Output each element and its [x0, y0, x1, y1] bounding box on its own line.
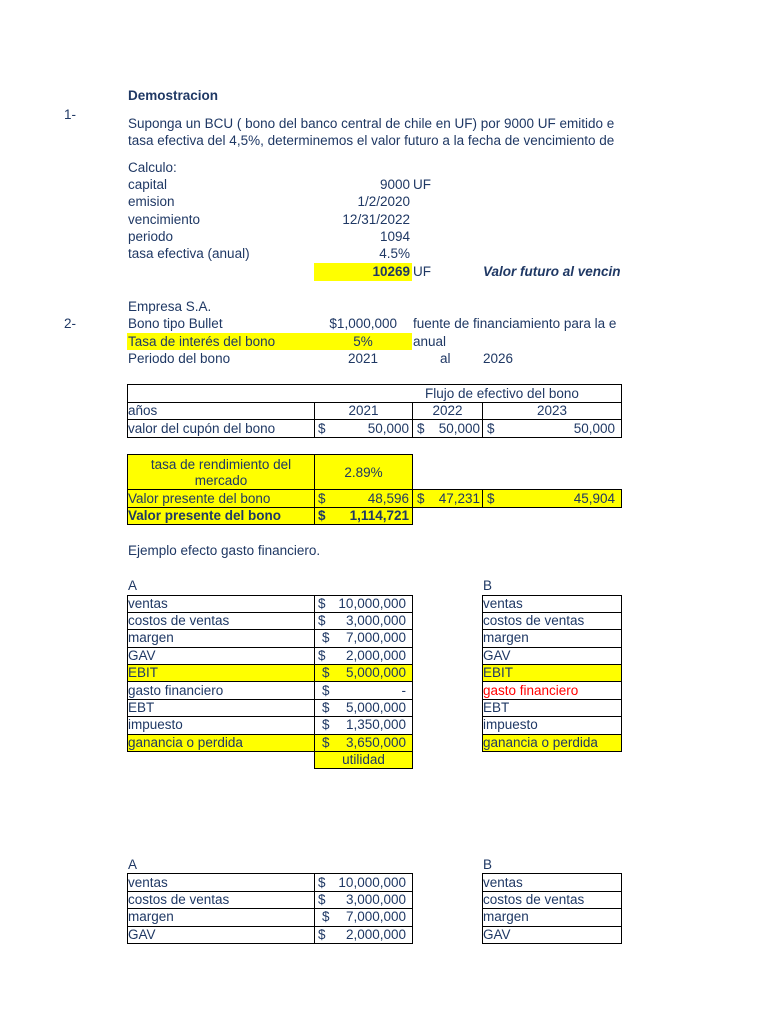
a-row-label: ganancia o perdida [128, 735, 243, 750]
periodo-bono-label: Periodo del bono [128, 351, 231, 366]
vp-label: Valor presente del bono [128, 491, 271, 506]
year-2022: 2022 [432, 403, 463, 418]
doc-title: Demostracion [128, 88, 219, 103]
bono-label: Bono tipo Bullet [128, 316, 223, 331]
a-row-label: gasto financiero [128, 683, 224, 698]
a-row-cur: $ [318, 648, 326, 663]
a-row-value: - [401, 683, 406, 698]
s1-line2: tasa efectiva del 4,5%, determinemos el valor futuro a la fecha de vencimiento de [128, 133, 615, 148]
a-row-value: 5,000,000 [345, 700, 406, 715]
periodo-al: al [440, 351, 451, 366]
a2-row-cur: $ [318, 892, 326, 907]
ejemplo-title: Ejemplo efecto gasto financiero. [128, 543, 321, 558]
a-row-value: 2,000,000 [345, 648, 406, 663]
a-row-label: GAV [128, 648, 156, 663]
a-row-value: 3,000,000 [345, 613, 406, 628]
bono-note: fuente de financiamiento para la e [413, 316, 617, 331]
a-row-cur: $ [322, 700, 330, 715]
periodo-value: 1094 [379, 229, 410, 244]
a-row-label: EBIT [128, 665, 159, 680]
b-row-label-gasto: gasto financiero [483, 683, 579, 698]
section-1-number: 1- [64, 107, 77, 122]
emision-value: 1/2/2020 [357, 194, 410, 209]
rend-value: 2.89% [344, 465, 383, 480]
company-name: Empresa S.A. [128, 299, 212, 314]
a2-row-label: margen [128, 909, 174, 924]
capital-unit: UF [413, 177, 431, 192]
result-value: 10269 [372, 264, 410, 279]
vp-2022: 47,231 [438, 491, 480, 506]
b-row-label: impuesto [483, 717, 538, 732]
a2-row-value: 2,000,000 [345, 927, 406, 942]
a-row-cur: $ [318, 613, 326, 628]
cupon-2023-cur: $ [487, 421, 495, 436]
tasa-efectiva-value: 4.5% [379, 246, 410, 261]
a-row-cur: $ [322, 717, 330, 732]
a-row-value: 3,650,000 [345, 735, 406, 750]
periodo-label: periodo [128, 229, 174, 244]
cupon-2021-cur: $ [318, 421, 326, 436]
b-row-label: costos de ventas [483, 613, 585, 628]
vp-2023-cur: $ [487, 491, 495, 506]
a2-row-label: GAV [128, 927, 156, 942]
flujo-header: Flujo de efectivo del bono [425, 386, 579, 401]
vencimiento-label: vencimiento [128, 212, 201, 227]
vp-2021-cur: $ [318, 491, 326, 506]
b-row-label: EBT [483, 700, 510, 715]
a2-row-cur: $ [322, 909, 330, 924]
periodo-from: 2021 [347, 351, 379, 366]
vp-total-cur: $ [318, 508, 326, 523]
periodo-to: 2026 [483, 351, 514, 366]
cupon-2021: 50,000 [367, 421, 409, 436]
b-row-label: ventas [483, 596, 523, 611]
calc-label: Calculo: [128, 160, 177, 175]
table-a2-title: A [128, 857, 138, 872]
b-row-label: EBIT [483, 665, 514, 680]
a2-row-cur: $ [318, 927, 326, 942]
b-row-label: ganancia o perdida [483, 735, 598, 750]
a2-row-value: 3,000,000 [345, 892, 406, 907]
a-row-value: 1,350,000 [345, 717, 406, 732]
a2-row-value: 7,000,000 [345, 909, 406, 924]
a-row-cur: $ [322, 665, 330, 680]
a2-row-cur: $ [318, 875, 326, 890]
utilidad-note: utilidad [342, 752, 385, 767]
capital-label: capital [128, 177, 168, 192]
emision-label: emision [128, 194, 175, 209]
vp-2021: 48,596 [367, 491, 409, 506]
b2-row-label: GAV [483, 927, 511, 942]
a-row-label: costos de ventas [128, 613, 230, 628]
b2-row-label: ventas [483, 875, 523, 890]
table-a-title: A [128, 578, 138, 593]
cupon-2023: 50,000 [573, 421, 615, 436]
rend-label-2: mercado [194, 473, 248, 488]
table-b2-title: B [483, 857, 493, 872]
tasa-efectiva-label: tasa efectiva (anual) [128, 246, 250, 261]
a-row-label: EBT [128, 700, 155, 715]
a2-row-label: ventas [128, 875, 168, 890]
result-unit: UF [413, 264, 431, 279]
cupon-label: valor del cupón del bono [128, 421, 276, 436]
a-row-cur: $ [322, 683, 330, 698]
result-note: Valor futuro al vencin [483, 264, 621, 279]
a-row-label: margen [128, 630, 174, 645]
a-row-label: impuesto [128, 717, 183, 732]
a2-row-label: costos de ventas [128, 892, 230, 907]
b-row-label: GAV [483, 648, 511, 663]
bono-value: $1,000,000 [329, 316, 397, 331]
table-b-title: B [483, 578, 493, 593]
b2-row-label: margen [483, 909, 529, 924]
a-row-label: ventas [128, 596, 168, 611]
a-row-cur: $ [322, 630, 330, 645]
tasa-value: 5% [353, 334, 373, 349]
cupon-2022-cur: $ [417, 421, 425, 436]
b2-row-label: costos de ventas [483, 892, 585, 907]
year-2023: 2023 [536, 403, 568, 418]
vp-total: 1,114,721 [349, 508, 409, 523]
section-2-number: 2- [64, 316, 77, 331]
anos-label: años [128, 403, 158, 418]
a-row-value: 7,000,000 [345, 630, 406, 645]
cupon-2022: 50,000 [438, 421, 480, 436]
rend-label-1: tasa de rendimiento del [150, 457, 292, 472]
year-2021: 2021 [348, 403, 379, 418]
a-row-cur: $ [318, 596, 326, 611]
tasa-unit: anual [413, 334, 447, 349]
capital-value: 9000 [379, 177, 410, 192]
a2-row-value: 10,000,000 [338, 875, 406, 890]
vencimiento-value: 12/31/2022 [342, 212, 410, 227]
vp-2022-cur: $ [417, 491, 425, 506]
vp-total-label: Valor presente del bono [128, 508, 282, 523]
b-row-label: margen [483, 630, 529, 645]
a-row-value: 5,000,000 [345, 665, 406, 680]
a-row-value: 10,000,000 [338, 596, 406, 611]
vp-2023: 45,904 [573, 491, 615, 506]
s1-line1: Suponga un BCU ( bono del banco central de chile en UF) por 9000 UF emitido e [128, 116, 615, 131]
a-row-cur: $ [322, 735, 330, 750]
tasa-label: Tasa de interés del bono [128, 334, 276, 349]
